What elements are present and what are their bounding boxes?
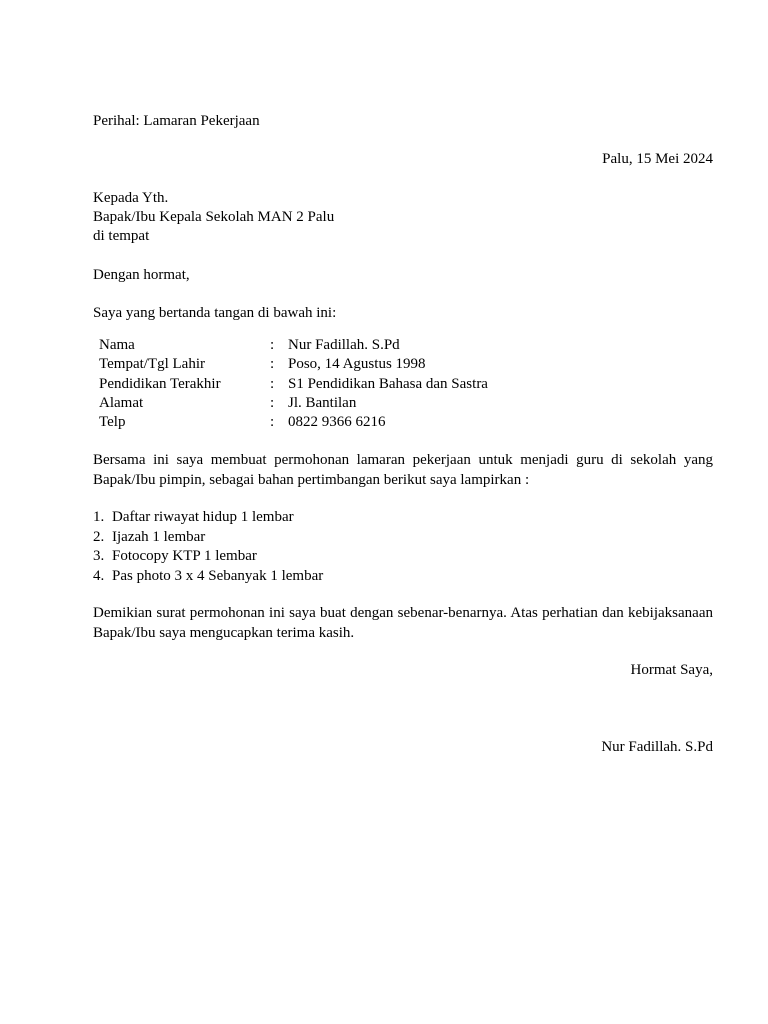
list-number: 2. <box>93 528 105 545</box>
info-value: Jl. Bantilan <box>288 394 357 411</box>
list-number: 1. <box>93 509 105 525</box>
info-value: Nur Fadillah. S.Pd <box>288 337 400 353</box>
recipient-line-1: Kepada Yth. <box>93 190 169 206</box>
intro-line: Saya yang bertanda tangan di bawah ini: <box>93 305 337 321</box>
info-value: Poso, 14 Agustus 1998 <box>288 356 426 373</box>
info-colon: : <box>270 394 275 411</box>
list-text: Daftar riwayat hidup 1 lembar <box>112 509 294 525</box>
info-label: Alamat <box>99 394 144 411</box>
info-value: 0822 9366 6216 <box>288 414 386 430</box>
list-number: 4. <box>93 567 105 584</box>
info-colon: : <box>270 356 275 373</box>
signature-name: Nur Fadillah. S.Pd <box>601 739 713 755</box>
info-colon: : <box>270 337 275 353</box>
info-colon: : <box>270 375 275 392</box>
list-number: 3. <box>93 548 105 564</box>
info-label: Telp <box>99 414 126 430</box>
list-text: Ijazah 1 lembar <box>112 528 206 545</box>
closing-salutation: Hormat Saya, <box>630 662 713 678</box>
info-value: S1 Pendidikan Bahasa dan Sastra <box>288 375 488 392</box>
recipient-line-3: di tempat <box>93 228 150 244</box>
info-colon: : <box>270 414 275 430</box>
closing-paragraph: Demikian surat permohonan ini saya buat dengan sebenar-benarnya. Atas perhatian dan kebijaksanaan Bapak/Ibu saya mengucapkan terima kasih. <box>93 605 713 641</box>
recipient-line-2: Bapak/Ibu Kepala Sekolah MAN 2 Palu <box>93 209 335 225</box>
greeting: Dengan hormat, <box>93 267 190 283</box>
info-label: Tempat/Tgl Lahir <box>99 356 205 373</box>
list-text: Pas photo 3 x 4 Sebanyak 1 lembar <box>112 567 324 584</box>
body-paragraph: Bersama ini saya membuat permohonan lamaran pekerjaan untuk menjadi guru di sekolah yang Bapak/Ibu pimpin, sebagai bahan pertimbangan berikut saya lampirkan : <box>93 452 713 488</box>
letter-subject: Perihal: Lamaran Pekerjaan <box>93 113 260 129</box>
place-date: Palu, 15 Mei 2024 <box>602 151 713 167</box>
info-label: Pendidikan Terakhir <box>99 375 221 392</box>
list-text: Fotocopy KTP 1 lembar <box>112 548 257 564</box>
info-label: Nama <box>99 337 135 353</box>
